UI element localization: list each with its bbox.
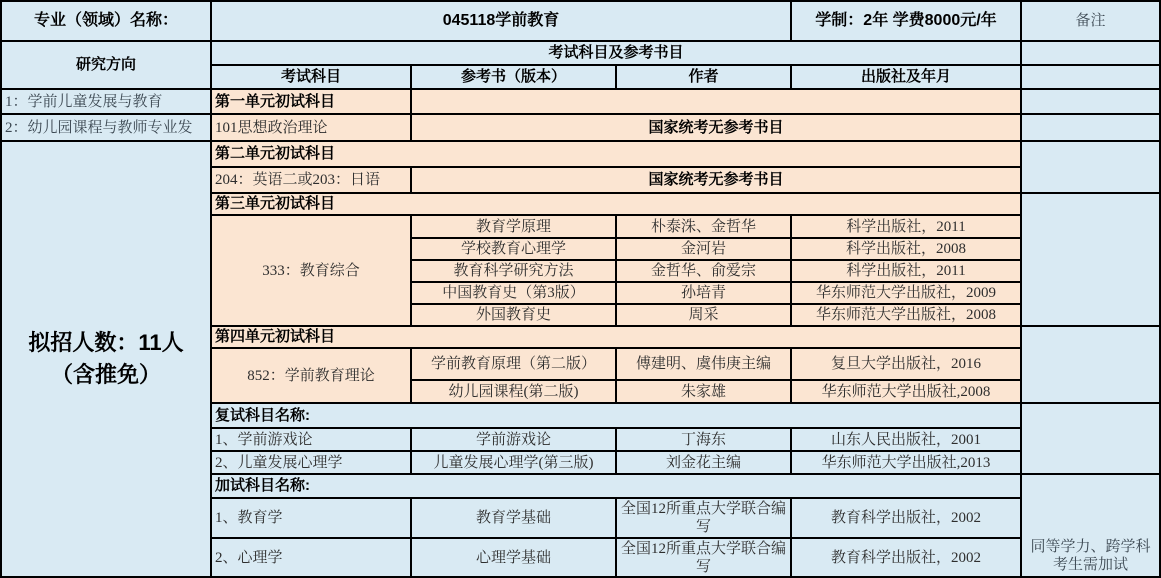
remark-header: 备注 — [1022, 2, 1161, 42]
book-author-cell: 刘金花主编 — [617, 452, 792, 475]
book-title-cell: 儿童发展心理学(第三版) — [412, 452, 617, 475]
book-author-cell: 孙培青 — [617, 283, 792, 305]
book-title-cell: 学前游戏论 — [412, 429, 617, 452]
remark-empty-r3 — [1022, 66, 1161, 90]
book-publisher-cell: 科学出版社，2011 — [792, 216, 1022, 239]
unit3-subject: 333：教育综合 — [212, 216, 412, 327]
book-title-cell: 中国教育史（第3版） — [412, 283, 617, 305]
extra-test-title: 加试科目名称: — [212, 475, 1022, 499]
book-title-cell: 教育学基础 — [412, 499, 617, 539]
remark-empty-r6-7 — [1022, 142, 1161, 194]
book-publisher-cell: 华东师范大学出版社，2009 — [792, 283, 1022, 305]
retest-subject: 2、儿童发展心理学 — [212, 452, 412, 475]
unit1-subject: 101思想政治理论 — [212, 115, 412, 142]
unit2-subject: 204：英语二或203：日语 — [212, 168, 412, 194]
book-publisher-cell: 华东师范大学出版社,2013 — [792, 452, 1022, 475]
remark-note-cell: 同等学力、跨学科考生需加试 — [1022, 475, 1161, 578]
col-header-publisher: 出版社及年月 — [792, 66, 1022, 90]
book-title-cell: 心理学基础 — [412, 539, 617, 578]
unit1-note: 国家统考无参考书目 — [412, 115, 1022, 142]
book-author-cell: 全国12所重点大学联合编写 — [617, 499, 792, 539]
duration-fee-cell: 学制：2年 学费8000元/年 — [792, 2, 1022, 42]
major-name-value: 045118学前教育 — [212, 2, 792, 42]
remark-empty-unit4 — [1022, 327, 1161, 404]
book-title-cell: 教育学原理 — [412, 216, 617, 239]
book-title-cell: 外国教育史 — [412, 305, 617, 327]
unit4-subject: 852：学前教育理论 — [212, 349, 412, 404]
book-publisher-cell: 科学出版社，2008 — [792, 239, 1022, 261]
extra-test-subject: 2、心理学 — [212, 539, 412, 578]
research-direction-2: 2：幼儿园课程与教师专业发 — [2, 115, 212, 142]
unit1-title: 第一单元初试科目 — [212, 90, 412, 115]
unit2-title: 第二单元初试科目 — [212, 142, 1022, 168]
remark-empty-retest — [1022, 404, 1161, 475]
remark-empty-r2 — [1022, 42, 1161, 66]
book-publisher-cell: 复旦大学出版社，2016 — [792, 349, 1022, 381]
book-author-cell: 金河岩 — [617, 239, 792, 261]
exam-and-refs-header: 考试科目及参考书目 — [212, 42, 1022, 66]
book-author-cell: 朴泰洙、金哲华 — [617, 216, 792, 239]
retest-subject: 1、学前游戏论 — [212, 429, 412, 452]
book-title-cell: 教育科学研究方法 — [412, 261, 617, 283]
unit2-note: 国家统考无参考书目 — [412, 168, 1022, 194]
enrollment-line1: 拟招人数：11人 — [28, 330, 184, 356]
enrollment-cell — [2, 142, 212, 578]
book-author-cell: 朱家雄 — [617, 381, 792, 404]
book-author-cell: 傅建明、虞伟庚主编 — [617, 349, 792, 381]
book-title-cell: 学校教育心理学 — [412, 239, 617, 261]
col-header-exam-subject: 考试科目 — [212, 66, 412, 90]
unit4-title: 第四单元初试科目 — [212, 327, 1022, 349]
book-publisher-cell: 教育科学出版社，2002 — [792, 499, 1022, 539]
book-publisher-cell: 华东师范大学出版社，2008 — [792, 305, 1022, 327]
retest-title: 复试科目名称: — [212, 404, 1022, 429]
col-header-reference-book: 参考书（版本） — [412, 66, 617, 90]
remark-empty-r5 — [1022, 115, 1161, 142]
book-author-cell: 金哲华、俞爱宗 — [617, 261, 792, 283]
book-author-cell: 全国12所重点大学联合编写 — [617, 539, 792, 578]
major-name-label: 专业（领域）名称： — [2, 2, 212, 42]
book-publisher-cell: 科学出版社，2011 — [792, 261, 1022, 283]
book-publisher-cell: 华东师范大学出版社,2008 — [792, 381, 1022, 404]
book-author-cell: 周采 — [617, 305, 792, 327]
book-title-cell: 学前教育原理（第二版） — [412, 349, 617, 381]
extra-test-subject: 1、教育学 — [212, 499, 412, 539]
enrollment-line2: （含推免） — [50, 362, 161, 387]
research-direction-header: 研究方向 — [2, 42, 212, 90]
book-publisher-cell: 教育科学出版社，2002 — [792, 539, 1022, 578]
research-direction-1: 1：学前儿童发展与教育 — [2, 90, 212, 115]
remark-empty-r4 — [1022, 90, 1161, 115]
unit1-empty-span — [412, 90, 1022, 115]
book-author-cell: 丁海东 — [617, 429, 792, 452]
col-header-author: 作者 — [617, 66, 792, 90]
remark-empty-unit3 — [1022, 194, 1161, 327]
unit3-title: 第三单元初试科目 — [212, 194, 1022, 216]
book-publisher-cell: 山东人民出版社，2001 — [792, 429, 1022, 452]
book-title-cell: 幼儿园课程(第二版) — [412, 381, 617, 404]
